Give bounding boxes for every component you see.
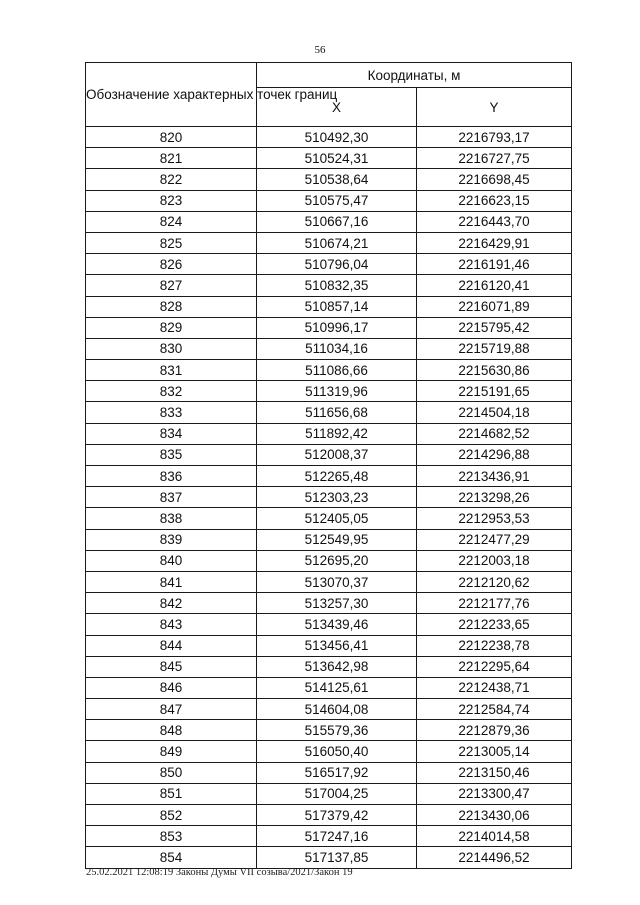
table-row xyxy=(86,677,572,698)
table-row xyxy=(86,148,572,169)
cell-y: 2212003,18 xyxy=(417,550,572,571)
cell-y: 2216120,41 xyxy=(417,275,572,296)
table-row xyxy=(86,593,572,614)
cell-x: 512405,05 xyxy=(257,508,417,529)
cell-x: 512549,95 xyxy=(257,529,417,550)
coordinates-table xyxy=(85,62,572,869)
table-row xyxy=(86,296,572,317)
table-row xyxy=(86,317,572,338)
table-row xyxy=(86,508,572,529)
cell-y: 2212438,71 xyxy=(417,677,572,698)
cell-y: 2215191,65 xyxy=(417,381,572,402)
cell-y: 2212953,53 xyxy=(417,508,572,529)
cell-y: 2212477,29 xyxy=(417,529,572,550)
table-row xyxy=(86,190,572,211)
cell-x: 510575,47 xyxy=(257,190,417,211)
cell-y: 2216443,70 xyxy=(417,211,572,232)
cell-x: 516050,40 xyxy=(257,741,417,762)
table-row xyxy=(86,466,572,487)
cell-x: 513456,41 xyxy=(257,635,417,656)
cell-x: 511892,42 xyxy=(257,423,417,444)
cell-x: 513439,46 xyxy=(257,614,417,635)
table-row xyxy=(86,847,572,868)
cell-point: 850 xyxy=(86,762,257,783)
cell-point: 834 xyxy=(86,423,257,444)
cell-x: 513642,98 xyxy=(257,656,417,677)
cell-x: 510538,64 xyxy=(257,169,417,190)
document-footer: 25.02.2021 12:08:19 Законы Думы VII созыва/2021/Закон 19 xyxy=(86,867,353,878)
cell-y: 2216623,15 xyxy=(417,190,572,211)
cell-y: 2216793,17 xyxy=(417,127,572,148)
page-number: 56 xyxy=(314,44,326,56)
cell-x: 514604,08 xyxy=(257,699,417,720)
cell-x: 510674,21 xyxy=(257,232,417,253)
table-row xyxy=(86,550,572,571)
table-row xyxy=(86,211,572,232)
cell-y: 2213300,47 xyxy=(417,783,572,804)
table-row xyxy=(86,487,572,508)
cell-point: 831 xyxy=(86,360,257,381)
cell-x: 512008,37 xyxy=(257,444,417,465)
cell-point: 824 xyxy=(86,211,257,232)
cell-x: 511086,66 xyxy=(257,360,417,381)
table-row xyxy=(86,338,572,359)
table-row xyxy=(86,360,572,381)
cell-point: 832 xyxy=(86,381,257,402)
cell-y: 2214504,18 xyxy=(417,402,572,423)
header-x-label: X xyxy=(257,88,417,127)
table-row xyxy=(86,254,572,275)
cell-point: 825 xyxy=(86,232,257,253)
cell-point: 835 xyxy=(86,444,257,465)
cell-y: 2216698,45 xyxy=(417,169,572,190)
cell-point: 844 xyxy=(86,635,257,656)
cell-y: 2215719,88 xyxy=(417,338,572,359)
cell-x: 511034,16 xyxy=(257,338,417,359)
cell-y: 2216071,89 xyxy=(417,296,572,317)
cell-x: 512303,23 xyxy=(257,487,417,508)
cell-x: 511319,96 xyxy=(257,381,417,402)
cell-x: 510524,31 xyxy=(257,148,417,169)
cell-x: 515579,36 xyxy=(257,720,417,741)
cell-point: 826 xyxy=(86,254,257,275)
cell-x: 517247,16 xyxy=(257,826,417,847)
cell-point: 849 xyxy=(86,741,257,762)
table-row xyxy=(86,127,572,148)
cell-x: 517004,25 xyxy=(257,783,417,804)
cell-y: 2212584,74 xyxy=(417,699,572,720)
cell-point: 854 xyxy=(86,847,257,868)
cell-point: 821 xyxy=(86,148,257,169)
cell-point: 851 xyxy=(86,783,257,804)
cell-x: 512695,20 xyxy=(257,550,417,571)
table-row xyxy=(86,423,572,444)
table-row xyxy=(86,805,572,826)
cell-point: 842 xyxy=(86,593,257,614)
cell-y: 2214014,58 xyxy=(417,826,572,847)
table-row xyxy=(86,699,572,720)
cell-x: 510667,16 xyxy=(257,211,417,232)
cell-point: 848 xyxy=(86,720,257,741)
cell-point: 853 xyxy=(86,826,257,847)
table-row xyxy=(86,614,572,635)
cell-y: 2216191,46 xyxy=(417,254,572,275)
cell-y: 2212177,76 xyxy=(417,593,572,614)
cell-x: 511656,68 xyxy=(257,402,417,423)
table-row xyxy=(86,720,572,741)
cell-point: 828 xyxy=(86,296,257,317)
cell-y: 2214496,52 xyxy=(417,847,572,868)
cell-x: 510492,30 xyxy=(257,127,417,148)
table-row xyxy=(86,169,572,190)
table-row xyxy=(86,783,572,804)
cell-y: 2213005,14 xyxy=(417,741,572,762)
table-row xyxy=(86,232,572,253)
cell-point: 823 xyxy=(86,190,257,211)
cell-point: 846 xyxy=(86,677,257,698)
cell-y: 2212120,62 xyxy=(417,571,572,592)
table-row xyxy=(86,762,572,783)
cell-y: 2214682,52 xyxy=(417,423,572,444)
cell-y: 2213430,06 xyxy=(417,805,572,826)
cell-point: 841 xyxy=(86,571,257,592)
cell-x: 517379,42 xyxy=(257,805,417,826)
cell-x: 516517,92 xyxy=(257,762,417,783)
cell-point: 820 xyxy=(86,127,257,148)
cell-x: 517137,85 xyxy=(257,847,417,868)
cell-point: 840 xyxy=(86,550,257,571)
header-y-label: Y xyxy=(417,88,572,127)
table-row xyxy=(86,826,572,847)
cell-y: 2213436,91 xyxy=(417,466,572,487)
cell-x: 512265,48 xyxy=(257,466,417,487)
cell-x: 513257,30 xyxy=(257,593,417,614)
cell-y: 2213150,46 xyxy=(417,762,572,783)
header-coords-label: Координаты, м xyxy=(257,63,572,88)
table-row xyxy=(86,656,572,677)
cell-point: 837 xyxy=(86,487,257,508)
cell-point: 843 xyxy=(86,614,257,635)
table-row xyxy=(86,635,572,656)
table-row xyxy=(86,529,572,550)
table-row xyxy=(86,571,572,592)
table-header xyxy=(86,63,572,127)
cell-y: 2212238,78 xyxy=(417,635,572,656)
cell-point: 839 xyxy=(86,529,257,550)
cell-point: 830 xyxy=(86,338,257,359)
cell-y: 2216429,91 xyxy=(417,232,572,253)
cell-x: 513070,37 xyxy=(257,571,417,592)
cell-point: 827 xyxy=(86,275,257,296)
cell-point: 852 xyxy=(86,805,257,826)
cell-point: 847 xyxy=(86,699,257,720)
table-row xyxy=(86,275,572,296)
cell-point: 845 xyxy=(86,656,257,677)
table-row xyxy=(86,741,572,762)
cell-point: 833 xyxy=(86,402,257,423)
cell-x: 510832,35 xyxy=(257,275,417,296)
cell-point: 822 xyxy=(86,169,257,190)
cell-x: 510996,17 xyxy=(257,317,417,338)
cell-y: 2216727,75 xyxy=(417,148,572,169)
cell-point: 838 xyxy=(86,508,257,529)
table-row xyxy=(86,381,572,402)
table-row xyxy=(86,402,572,423)
table-body xyxy=(86,127,572,869)
cell-x: 514125,61 xyxy=(257,677,417,698)
cell-y: 2212295,64 xyxy=(417,656,572,677)
cell-y: 2212233,65 xyxy=(417,614,572,635)
cell-x: 510796,04 xyxy=(257,254,417,275)
cell-y: 2215795,42 xyxy=(417,317,572,338)
cell-x: 510857,14 xyxy=(257,296,417,317)
cell-y: 2212879,36 xyxy=(417,720,572,741)
cell-point: 829 xyxy=(86,317,257,338)
header-point-label: Обозначение характерных точек границ xyxy=(86,63,257,127)
table-row xyxy=(86,444,572,465)
cell-point: 836 xyxy=(86,466,257,487)
cell-y: 2213298,26 xyxy=(417,487,572,508)
cell-y: 2215630,86 xyxy=(417,360,572,381)
cell-y: 2214296,88 xyxy=(417,444,572,465)
